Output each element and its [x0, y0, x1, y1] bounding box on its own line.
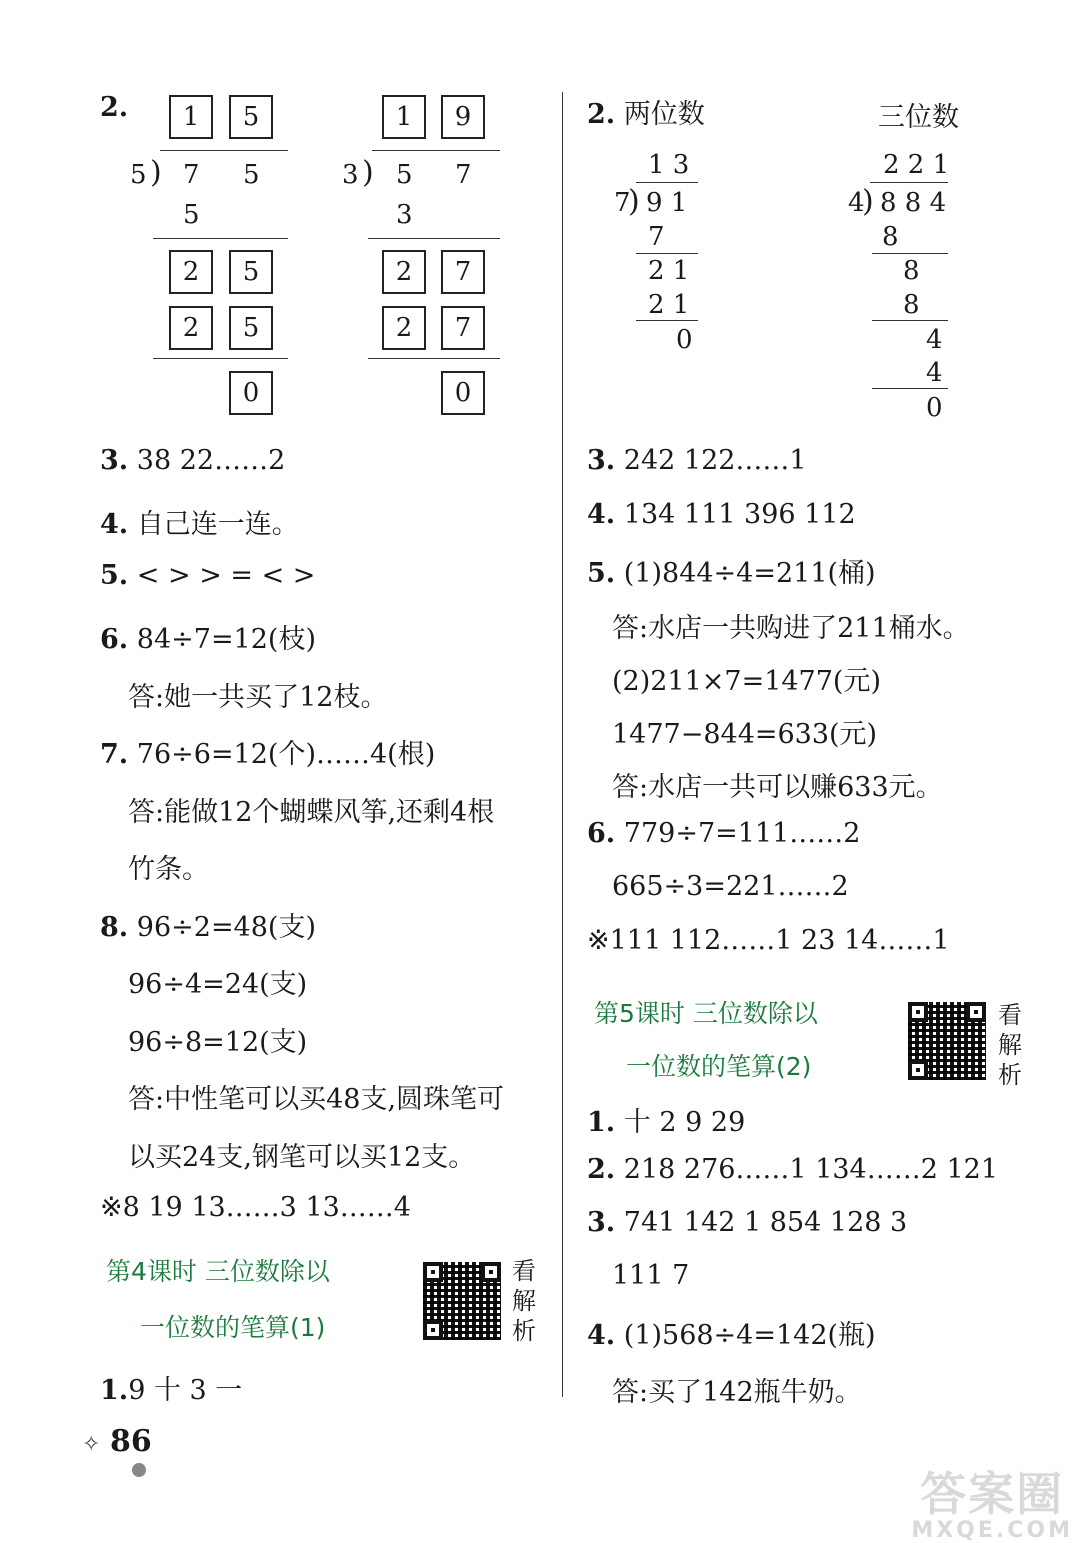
answer-line: 答:她一共买了12枝。	[128, 682, 388, 713]
answer-line: ※111 112……1 23 14……1	[587, 925, 950, 956]
subtrahend: 7	[648, 222, 665, 252]
qr-code-icon[interactable]	[423, 1262, 501, 1340]
column-divider	[562, 92, 563, 1397]
subtrahend: 3	[396, 200, 413, 230]
dividend-digit: 7	[455, 160, 472, 190]
final-remainder: 0	[441, 371, 485, 415]
divisor: 3	[342, 160, 359, 190]
subtraction-line	[368, 238, 500, 239]
subtraction-line	[153, 358, 288, 359]
division-bar	[160, 150, 288, 151]
quotient-digit: 9	[441, 95, 485, 139]
answer-line: 1477−844=633(元)	[612, 719, 878, 750]
divisor: 7	[614, 188, 631, 218]
answer-line: 6. 779÷7=111……2	[587, 818, 861, 849]
answer-line: 3. 242 122……1	[587, 445, 807, 476]
qr-code-icon[interactable]	[908, 1002, 986, 1080]
section-subtitle: 一位数的笔算(2)	[626, 1052, 812, 1081]
view-analysis-label[interactable]: 看 解 析	[512, 1257, 536, 1345]
subtrahend: 5	[183, 200, 200, 230]
remainder: 2 1	[648, 256, 690, 286]
answer-line: 96÷8=12(支)	[128, 1027, 308, 1058]
section-title: 第5课时 三位数除以	[594, 999, 818, 1028]
subtrahend-digit: 2	[382, 306, 426, 350]
view-analysis-label[interactable]: 看 解 析	[998, 1001, 1022, 1089]
answer-line: 96÷4=24(支)	[128, 969, 308, 1000]
final-remainder: 0	[229, 371, 273, 415]
dot-icon	[132, 1463, 146, 1477]
watermark-logo: 答案圈 MXQE.COM	[911, 1467, 1073, 1543]
answer-line: 665÷3=221……2	[612, 871, 849, 902]
section-title: 第4课时 三位数除以	[106, 1257, 330, 1286]
subtrahend: 8	[882, 222, 899, 252]
answer-line: ※8 19 13……3 13……4	[100, 1192, 411, 1223]
answer-line: 4. 自己连一连。	[100, 509, 299, 540]
divisor: 5	[130, 160, 147, 190]
quotient-digit: 1	[169, 95, 213, 139]
dividend-digit: 5	[243, 160, 260, 190]
answer-line: 2. 218 276……1 134……2 121	[587, 1154, 999, 1185]
subtrahend: 2 1	[648, 290, 690, 320]
remainder-digit: 2	[169, 250, 213, 294]
answer-line: 6. 84÷7=12(枝)	[100, 624, 316, 655]
q2-number-left: 2.	[100, 92, 129, 123]
subtraction-line	[872, 388, 948, 389]
answer-line: 4. 134 111 396 112	[587, 499, 856, 530]
final-remainder: 0	[926, 393, 943, 423]
answer-line: (2)211×7=1477(元)	[612, 666, 881, 697]
answer-line: 8. 96÷2=48(支)	[100, 912, 316, 943]
subtrahend-digit: 5	[229, 306, 273, 350]
answer-line: 5. (1)844÷4=211(桶)	[587, 558, 876, 589]
division-bar	[870, 182, 948, 183]
bracket: )	[862, 184, 874, 219]
q2-subheader: 三位数	[878, 102, 959, 133]
section-subtitle: 一位数的笔算(1)	[140, 1313, 326, 1342]
subtrahend: 8	[903, 290, 920, 320]
answer-line: 答:水店一共购进了211桶水。	[612, 613, 970, 644]
answer-line: 4. (1)568÷4=142(瓶)	[587, 1320, 876, 1351]
dividend: 8 8 4	[880, 188, 947, 218]
bracket: )	[362, 155, 374, 190]
q2-header-right: 2. 两位数	[587, 99, 705, 130]
answer-line: 1.9 十 3 一	[100, 1375, 243, 1406]
answer-line: 答:能做12个蝴蝶风筝,还剩4根	[128, 797, 495, 828]
quotient: 2 2 1	[883, 150, 950, 180]
subtraction-line	[153, 238, 288, 239]
remainder-digit: 5	[229, 250, 273, 294]
answer-line: 7. 76÷6=12(个)……4(根)	[100, 739, 436, 770]
answer-line: 答:买了142瓶牛奶。	[612, 1377, 862, 1408]
answer-line: 1. 十 2 9 29	[587, 1107, 746, 1138]
answer-line: 竹条。	[128, 854, 209, 885]
division-bar	[372, 150, 500, 151]
bracket: )	[628, 184, 640, 219]
subtraction-line	[636, 253, 698, 254]
answer-line: 5. < > > = < >	[100, 560, 316, 591]
dividend-digit: 5	[396, 160, 413, 190]
answer-line: 以买24支,钢笔可以买12支。	[128, 1142, 476, 1173]
answer-line: 111 7	[612, 1260, 690, 1291]
remainder: 8	[903, 256, 920, 286]
subtrahend: 4	[926, 358, 943, 388]
answer-line: 3. 38 22……2	[100, 445, 286, 476]
remainder: 4	[926, 325, 943, 355]
answer-line: 答:中性笔可以买48支,圆珠笔可	[128, 1084, 505, 1115]
dividend-digit: 7	[183, 160, 200, 190]
subtraction-line	[368, 358, 500, 359]
quotient-digit: 5	[229, 95, 273, 139]
division-bar	[636, 182, 698, 183]
divisor: 4	[848, 188, 865, 218]
bracket: )	[150, 155, 162, 190]
sparkle-icon: ✧	[82, 1432, 101, 1457]
page-number: 86	[110, 1424, 152, 1459]
dividend: 9 1	[646, 188, 688, 218]
quotient: 1 3	[648, 150, 690, 180]
subtraction-line	[636, 320, 698, 321]
final-remainder: 0	[676, 325, 693, 355]
remainder-digit: 2	[382, 250, 426, 294]
subtrahend-digit: 7	[441, 306, 485, 350]
answer-line: 答:水店一共可以赚633元。	[612, 772, 943, 803]
remainder-digit: 7	[441, 250, 485, 294]
subtrahend-digit: 2	[169, 306, 213, 350]
subtraction-line	[872, 253, 948, 254]
answer-line: 3. 741 142 1 854 128 3	[587, 1207, 908, 1238]
subtraction-line	[872, 320, 948, 321]
quotient-digit: 1	[382, 95, 426, 139]
